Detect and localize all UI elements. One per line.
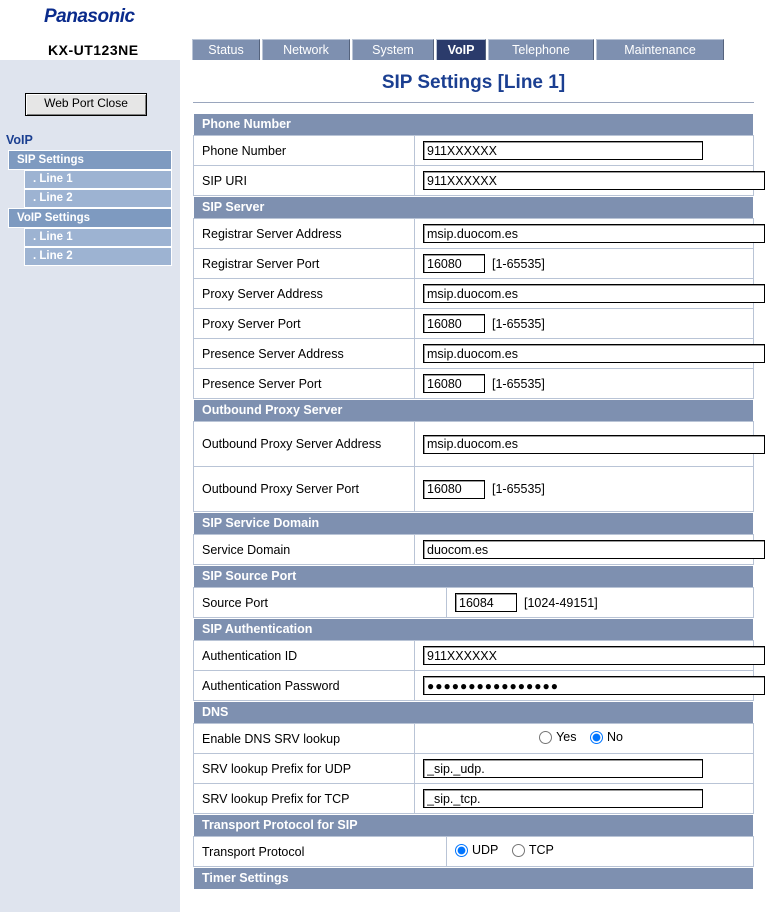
title-divider bbox=[193, 102, 754, 103]
label-registrar-server-port: Registrar Server Port bbox=[194, 249, 415, 279]
registrar-server-port-input[interactable] bbox=[423, 254, 485, 273]
cell-proxy-server-address bbox=[415, 279, 754, 309]
cell-presence-server-address bbox=[415, 339, 754, 369]
transport-tcp-radio-wrap[interactable] bbox=[512, 843, 554, 857]
hint-registrar-server-port: [1-65535] bbox=[492, 256, 545, 271]
cell-authentication-id bbox=[415, 641, 754, 671]
section-phone-number: Phone Number bbox=[193, 113, 754, 135]
label-proxy-server-port: Proxy Server Port bbox=[194, 309, 415, 339]
dns-srv-yes-label: Yes bbox=[556, 730, 577, 745]
transport-udp-label: UDP bbox=[472, 843, 499, 858]
sip-server-table bbox=[193, 218, 754, 399]
label-registrar-server-address: Registrar Server Address bbox=[194, 219, 415, 249]
table-row bbox=[194, 279, 754, 309]
cell-registrar-server-port bbox=[415, 249, 754, 279]
section-timer-settings: Timer Settings bbox=[193, 867, 754, 889]
hint-outbound-proxy-server-port: [1-65535] bbox=[492, 482, 545, 496]
cell-presence-server-port bbox=[415, 369, 754, 399]
service-domain-table bbox=[193, 534, 754, 565]
label-source-port: Source Port bbox=[194, 588, 447, 618]
dns-srv-no-radio-wrap[interactable] bbox=[590, 730, 623, 744]
table-row bbox=[194, 166, 754, 196]
table-row bbox=[194, 249, 754, 279]
section-sip-server: SIP Server bbox=[193, 196, 754, 218]
table-row bbox=[194, 535, 754, 565]
label-srv-prefix-tcp: SRV lookup Prefix for TCP bbox=[194, 784, 415, 814]
proxy-server-port-input[interactable] bbox=[423, 314, 485, 333]
table-row bbox=[194, 422, 754, 467]
label-authentication-id: Authentication ID bbox=[194, 641, 415, 671]
srv-prefix-tcp-input[interactable] bbox=[423, 789, 703, 808]
label-srv-prefix-udp: SRV lookup Prefix for UDP bbox=[194, 754, 415, 784]
transport-table bbox=[193, 836, 754, 867]
table-row bbox=[194, 754, 754, 784]
sidebar-group-sip-settings[interactable]: SIP Settings bbox=[8, 150, 172, 170]
table-row bbox=[194, 369, 754, 399]
cell-enable-dns-srv-lookup bbox=[415, 724, 754, 754]
tab-voip[interactable]: VoIP bbox=[436, 39, 486, 60]
tab-telephone[interactable]: Telephone bbox=[488, 39, 594, 60]
table-row bbox=[194, 837, 754, 867]
label-transport-protocol: Transport Protocol bbox=[194, 837, 447, 867]
dns-srv-yes-radio-wrap[interactable] bbox=[539, 730, 576, 744]
label-presence-server-port: Presence Server Port bbox=[194, 369, 415, 399]
presence-server-address-input[interactable] bbox=[423, 344, 765, 363]
authentication-password-input[interactable] bbox=[423, 676, 765, 695]
section-transport-protocol: Transport Protocol for SIP bbox=[193, 814, 754, 836]
cell-outbound-proxy-server-address bbox=[415, 422, 754, 467]
cell-sip-uri bbox=[415, 166, 754, 196]
sip-uri-input[interactable] bbox=[423, 171, 765, 190]
label-authentication-password: Authentication Password bbox=[194, 671, 415, 701]
table-row bbox=[194, 641, 754, 671]
table-row bbox=[194, 339, 754, 369]
tab-maintenance[interactable]: Maintenance bbox=[596, 39, 724, 60]
phone-number-input[interactable] bbox=[423, 141, 703, 160]
cell-proxy-server-port bbox=[415, 309, 754, 339]
cell-source-port bbox=[447, 588, 754, 618]
label-sip-uri: SIP URI bbox=[194, 166, 415, 196]
label-outbound-proxy-server-address: Outbound Proxy Server Address bbox=[194, 422, 415, 467]
label-service-domain: Service Domain bbox=[194, 535, 415, 565]
main-content bbox=[181, 60, 766, 912]
hint-presence-server-port: [1-65535] bbox=[492, 376, 545, 391]
tab-network[interactable]: Network bbox=[262, 39, 350, 60]
sidebar-item-voip-line-2[interactable]: . Line 2 bbox=[24, 247, 172, 266]
cell-registrar-server-address bbox=[415, 219, 754, 249]
sidebar-item-voip-line-1[interactable]: . Line 1 bbox=[24, 228, 172, 247]
cell-phone-number bbox=[415, 136, 754, 166]
outbound-proxy-server-port-input[interactable] bbox=[423, 480, 485, 499]
table-row bbox=[194, 309, 754, 339]
table-row bbox=[194, 467, 754, 512]
sidebar-title: VoIP bbox=[6, 133, 33, 147]
table-row bbox=[194, 136, 754, 166]
proxy-server-address-input[interactable] bbox=[423, 284, 765, 303]
source-port-input[interactable] bbox=[455, 593, 517, 612]
section-sip-source-port: SIP Source Port bbox=[193, 565, 754, 587]
outbound-proxy-table bbox=[193, 421, 754, 512]
srv-prefix-udp-input[interactable] bbox=[423, 759, 703, 778]
label-presence-server-address: Presence Server Address bbox=[194, 339, 415, 369]
sidebar-item-sip-line-1[interactable]: . Line 1 bbox=[24, 170, 172, 189]
transport-tcp-label: TCP bbox=[528, 843, 554, 858]
transport-udp-radio[interactable] bbox=[455, 844, 468, 857]
page-title: SIP Settings [Line 1] bbox=[381, 72, 566, 93]
hint-proxy-server-port: [1-65535] bbox=[492, 316, 545, 331]
authentication-table bbox=[193, 640, 754, 701]
section-sip-service-domain: SIP Service Domain bbox=[193, 512, 754, 534]
table-row bbox=[194, 219, 754, 249]
tab-status[interactable]: Status bbox=[192, 39, 260, 60]
model-name: KX-UT123NE bbox=[48, 42, 139, 58]
table-row bbox=[194, 671, 754, 701]
table-row bbox=[194, 588, 754, 618]
table-row bbox=[194, 784, 754, 814]
phone-number-table bbox=[193, 135, 754, 196]
sidebar-group-voip-settings[interactable]: VoIP Settings bbox=[8, 208, 172, 228]
dns-srv-no-radio[interactable] bbox=[590, 731, 603, 744]
label-phone-number: Phone Number bbox=[194, 136, 415, 166]
cell-srv-prefix-tcp bbox=[415, 784, 754, 814]
source-port-table bbox=[193, 587, 754, 618]
sidebar-nav bbox=[0, 131, 180, 266]
section-outbound-proxy-server: Outbound Proxy Server bbox=[193, 399, 754, 421]
tab-system[interactable]: System bbox=[352, 39, 434, 60]
cell-srv-prefix-udp bbox=[415, 754, 754, 784]
label-proxy-server-address: Proxy Server Address bbox=[194, 279, 415, 309]
label-enable-dns-srv-lookup: Enable DNS SRV lookup bbox=[194, 724, 415, 754]
service-domain-input[interactable] bbox=[423, 540, 765, 559]
transport-tcp-radio[interactable] bbox=[512, 844, 525, 857]
registrar-server-address-input[interactable] bbox=[423, 224, 765, 243]
authentication-id-input[interactable] bbox=[423, 646, 765, 665]
main-tab-bar bbox=[192, 39, 726, 60]
hint-source-port: [1024-49151] bbox=[524, 595, 598, 610]
panasonic-logo: Panasonic bbox=[44, 6, 135, 27]
label-outbound-proxy-server-port: Outbound Proxy Server Port bbox=[194, 467, 415, 512]
dns-srv-yes-radio[interactable] bbox=[539, 731, 552, 744]
table-row bbox=[194, 724, 754, 754]
section-dns: DNS bbox=[193, 701, 754, 723]
outbound-proxy-server-address-input[interactable] bbox=[423, 435, 765, 454]
dns-srv-no-label: No bbox=[606, 730, 623, 745]
cell-outbound-proxy-server-port bbox=[415, 467, 754, 512]
web-port-close-button[interactable]: Web Port Close bbox=[25, 93, 147, 116]
cell-transport-protocol bbox=[447, 837, 754, 867]
presence-server-port-input[interactable] bbox=[423, 374, 485, 393]
cell-authentication-password bbox=[415, 671, 754, 701]
sidebar-item-sip-line-2[interactable]: . Line 2 bbox=[24, 189, 172, 208]
transport-udp-radio-wrap[interactable] bbox=[455, 843, 498, 857]
dns-table bbox=[193, 723, 754, 814]
section-sip-authentication: SIP Authentication bbox=[193, 618, 754, 640]
cell-service-domain bbox=[415, 535, 754, 565]
